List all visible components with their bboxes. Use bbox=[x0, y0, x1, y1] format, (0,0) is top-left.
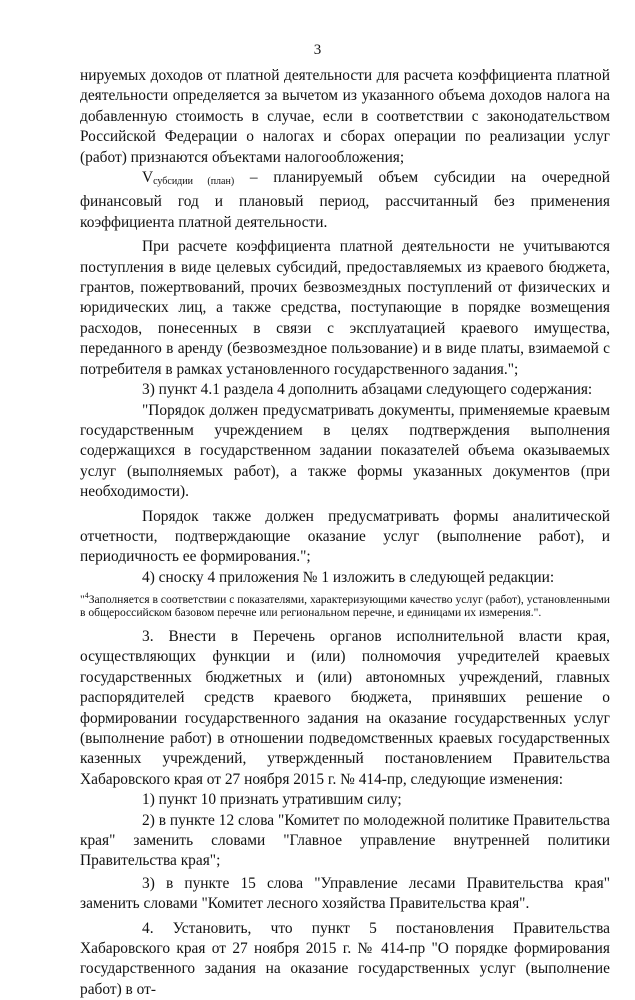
paragraph-subsidy-definition bbox=[80, 168, 610, 233]
paragraph-exclusions: При расчете коэффициента платной деятельности не учитываются поступления в виде целевых субсидий, предоставляемых из краевого бюджета, грантов, пожертвований, прочих безвозмездных поступлений от физических и юридических лиц, а также средства, поступающие в порядке возмещения расходов, понесенных в связи с эксплуатацией краевого имущества, переданного в аренду (безвозмездное пользование) и в виде платы, взимаемой с потребителя в рамках установленного государственного задания."; bbox=[80, 238, 610, 378]
paragraph-section-4: 4. Установить, что пункт 5 постановления Правительства Хабаровского края от 27 ноября 2015 г. № 414-пр "О порядке формирования государственного задания на оказание государственных услуг (выполнение работ) в от- bbox=[80, 919, 610, 998]
footnote-mark: 4 bbox=[84, 591, 89, 601]
paragraph-item-3: 3) пункт 4.1 раздела 4 дополнить абзацами следующего содержания: bbox=[142, 381, 593, 399]
paragraph-procedure-reporting: Порядок также должен предусматривать формы аналитической отчетности, подтверждающие оказание услуг (выполнение работ), и периодичность ее формирования."; bbox=[80, 507, 610, 566]
document-body bbox=[80, 66, 610, 1000]
paragraph-item-2: 2) в пункте 12 слова "Комитет по молодежной политике Правительства края" заменить словами "Главное управление внутренней политики Правительства края"; bbox=[80, 811, 610, 870]
footnote bbox=[80, 591, 610, 619]
paragraph-section-3: 3. Внести в Перечень органов исполнительной власти края, осуществляющих функции и (или) полномочия учредителей краевых государственных бюджетных и (или) автономных учреждений, главных распорядителей средств краевого бюджета, принявших решение о формировании государственного задания на оказание государственных услуг (выполнение работ) в отношении подведомственных краевых государственных казенных учреждений, утвержденный постановлением Правительства Хабаровского края от 27 ноября 2015 г. № 414-пр, следующие изменения: bbox=[80, 627, 610, 788]
subsidy-subscript: субсидии (план) bbox=[153, 176, 235, 188]
paragraph-procedure-documents: "Порядок должен предусматривать документы, применяемые краевым государственным учреждением в целях подтверждения выполнения содержащихся в государственном задании показателей объема оказываемых услуг (выполняемых работ), а также формы указанных документов (при необходимости). bbox=[80, 401, 610, 501]
paragraph-item-3-forestry: 3) в пункте 15 слова "Управление лесами Правительства края" заменить словами "Комитет лесного хозяйства Правительства края". bbox=[80, 874, 610, 913]
footnote-text: Заполняется в соответствии с показателями, характеризующими качество услуг (работ), установленными в общероссийском базовом перечне или региональном перечне, и единицами их измерения.". bbox=[80, 593, 610, 619]
footnote-open-quote: " bbox=[80, 593, 85, 607]
page-number: 3 bbox=[313, 42, 322, 58]
paragraph-item-4: 4) сноску 4 приложения № 1 изложить в следующей редакции: bbox=[142, 568, 555, 586]
subsidy-symbol: V bbox=[142, 169, 154, 187]
paragraph-income-calculation: нируемых доходов от платной деятельности для расчета коэффициента платной деятельности определяется за вычетом из указанного объема доходов налога на добавленную стоимость в случае, если в соответствии с законодательством Российской Федерации о налогах и сборах операции по реализации услуг (работ) признаются объектами налогообложения; bbox=[80, 67, 610, 166]
subsidy-definition-text: – планируемый объем субсидии на очередной финансовый год и плановый период, рассчитанный без применения коэффициента платной деятельности. bbox=[80, 169, 610, 231]
paragraph-item-1: 1) пункт 10 признать утратившим силу; bbox=[142, 791, 402, 809]
